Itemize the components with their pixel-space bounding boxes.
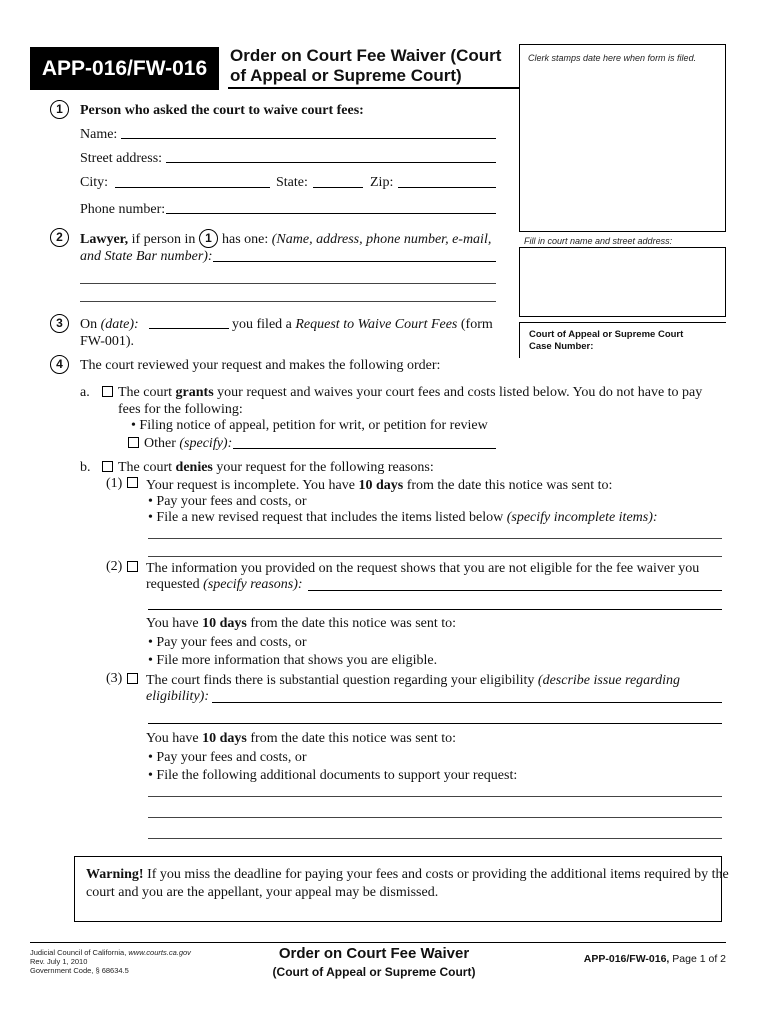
reason3-num: (3) bbox=[106, 671, 123, 686]
case-label-line1: Court of Appeal or Supreme Court bbox=[529, 329, 684, 340]
reason3-have-text: You have bbox=[146, 731, 199, 746]
reason1-text-a: Your request is incomplete. You have bbox=[146, 478, 355, 493]
deny-bold: denies bbox=[175, 460, 213, 475]
grant-letter: a. bbox=[80, 385, 90, 400]
deny-line1 bbox=[118, 459, 434, 476]
zip-field[interactable] bbox=[398, 187, 496, 188]
state-label: State: bbox=[276, 175, 308, 190]
reason2-field-1[interactable] bbox=[308, 590, 722, 591]
reason3-ital-a: (describe issue regarding bbox=[537, 673, 680, 688]
reason2-have bbox=[146, 615, 456, 632]
on-text: On bbox=[80, 317, 98, 332]
lawyer-ital-a: (Name, address, phone number, e-mail, bbox=[271, 232, 492, 247]
bullet-icon: • bbox=[148, 653, 153, 668]
grant-pre: The court bbox=[118, 385, 173, 400]
reason2-checkbox[interactable] bbox=[127, 561, 138, 572]
reason2-bullet1-text: Pay your fees and costs, or bbox=[156, 635, 307, 650]
item-number-2: 2 bbox=[50, 228, 69, 247]
footer-form-id: APP-016/FW-016, bbox=[583, 953, 670, 965]
reason3-have bbox=[146, 730, 456, 747]
reason3-bullet2 bbox=[148, 767, 517, 784]
reason1-line1 bbox=[146, 477, 612, 494]
item-number-4: 4 bbox=[50, 355, 69, 374]
reason3-docs-field-1[interactable] bbox=[148, 796, 722, 797]
reason1-bullet2-text: File a new revised request that includes the items listed below bbox=[156, 510, 504, 525]
lawyer-field-2[interactable] bbox=[80, 283, 496, 284]
section4-intro: The court reviewed your request and makes the following order: bbox=[80, 358, 441, 373]
lawyer-bold: Lawyer, bbox=[80, 232, 129, 247]
reason1-bullet2-ital: (specify incomplete items): bbox=[506, 510, 658, 525]
section2-line1b bbox=[222, 231, 491, 248]
warning-box bbox=[74, 856, 729, 922]
reason3-bullet1-text: Pay your fees and costs, or bbox=[156, 750, 307, 765]
street-label: Street address: bbox=[80, 151, 163, 166]
footer-title1: Order on Court Fee Waiver bbox=[278, 945, 470, 962]
deny-pre: The court bbox=[118, 460, 173, 475]
grant-bullet1-text: Filing notice of appeal, petition for writ, or petition for review bbox=[139, 418, 488, 433]
reason2-field-2[interactable] bbox=[148, 609, 722, 610]
other-specify: (specify): bbox=[179, 436, 233, 451]
grant-checkbox[interactable] bbox=[102, 386, 113, 397]
reason3-have-post: from the date this notice was sent to: bbox=[250, 731, 457, 746]
clerk-stamp-box[interactable] bbox=[519, 44, 726, 232]
item-number-1: 1 bbox=[50, 100, 69, 119]
street-field[interactable] bbox=[166, 162, 496, 163]
reason3-days: 10 days bbox=[202, 731, 247, 746]
reason3-docs-field-2[interactable] bbox=[148, 817, 722, 818]
clerk-stamp-note: Clerk stamps date here when form is filed. bbox=[528, 53, 697, 63]
title-rule bbox=[228, 87, 520, 89]
request-ital: Request to Waive Court Fees bbox=[295, 317, 458, 332]
footer-page bbox=[560, 953, 726, 966]
deny-checkbox[interactable] bbox=[102, 461, 113, 472]
warning-bold: Warning! bbox=[86, 867, 144, 882]
footer-page-num: Page 1 of 2 bbox=[672, 953, 726, 965]
city-field[interactable] bbox=[115, 187, 270, 188]
reason2-days: 10 days bbox=[202, 616, 247, 631]
reason1-text-b: from the date this notice was sent to: bbox=[406, 478, 613, 493]
other-checkbox[interactable] bbox=[128, 437, 139, 448]
other-label bbox=[144, 435, 232, 452]
reason2-have-post: from the date this notice was sent to: bbox=[250, 616, 457, 631]
bullet-icon: • bbox=[148, 494, 153, 509]
grant-line2: fees for the following: bbox=[118, 402, 243, 417]
footer-council bbox=[30, 948, 191, 957]
section2-line1 bbox=[80, 231, 195, 248]
reason1-checkbox[interactable] bbox=[127, 477, 138, 488]
reason2-text-b: requested bbox=[146, 577, 200, 592]
zip-label: Zip: bbox=[370, 175, 394, 190]
reason3-field-1[interactable] bbox=[212, 702, 722, 703]
other-text: Other bbox=[144, 436, 176, 451]
city-label: City: bbox=[80, 175, 109, 190]
form-open-text: (form bbox=[460, 317, 493, 332]
form-ref: FW-001). bbox=[80, 334, 135, 349]
reason3-ital-b: eligibility): bbox=[146, 689, 209, 704]
section3-on bbox=[80, 316, 139, 333]
lawyer-ital-b: and State Bar number): bbox=[80, 249, 213, 264]
bullet-icon: • bbox=[131, 418, 136, 433]
phone-field[interactable] bbox=[166, 213, 496, 214]
grant-line1 bbox=[118, 384, 702, 401]
section3-filed bbox=[232, 316, 493, 333]
name-label: Name: bbox=[80, 127, 118, 142]
reason3-field-2[interactable] bbox=[148, 723, 722, 724]
reason1-days: 10 days bbox=[358, 478, 404, 493]
reason2-have-text: You have bbox=[146, 616, 199, 631]
reason3-bullet1 bbox=[148, 749, 306, 766]
name-field[interactable] bbox=[121, 138, 496, 139]
reason1-bullet1 bbox=[148, 493, 306, 510]
reason1-num: (1) bbox=[106, 476, 123, 491]
item-ref-1: 1 bbox=[199, 229, 218, 248]
reason2-bullet2 bbox=[148, 652, 437, 669]
item-number-3: 3 bbox=[50, 314, 69, 333]
deny-letter: b. bbox=[80, 460, 91, 475]
reason1-bullet2 bbox=[148, 509, 658, 526]
deny-post: your request for the following reasons: bbox=[216, 460, 434, 475]
warning-line1 bbox=[86, 866, 729, 883]
footer-site[interactable]: www.courts.ca.gov bbox=[128, 948, 191, 957]
case-number-box[interactable] bbox=[519, 322, 726, 358]
phone-label: Phone number: bbox=[80, 202, 166, 217]
state-field[interactable] bbox=[313, 187, 363, 188]
grant-post: your request and waives your court fees and costs listed below. You do not have to pay bbox=[217, 385, 703, 400]
footer-rule bbox=[30, 942, 726, 943]
lawyer-field-3[interactable] bbox=[80, 301, 496, 302]
reason3-text-a: The court finds there is substantial question regarding your eligibility bbox=[146, 673, 535, 688]
section1-heading: Person who asked the court to waive court fees: bbox=[80, 103, 364, 118]
court-name-box[interactable] bbox=[519, 247, 726, 317]
bullet-icon: • bbox=[148, 635, 153, 650]
bullet-icon: • bbox=[148, 750, 153, 765]
case-label-line2: Case Number: bbox=[529, 341, 594, 352]
reason2-bullet1 bbox=[148, 634, 306, 651]
footer-council-text: Judicial Council of California, bbox=[30, 948, 127, 957]
other-specify-field[interactable] bbox=[233, 448, 496, 449]
date-ital: (date): bbox=[100, 317, 139, 332]
footer-rev: Rev. July 1, 2010 bbox=[30, 957, 88, 966]
lawyer-text-a: if person in bbox=[131, 232, 196, 247]
grant-bold: grants bbox=[175, 385, 214, 400]
reason2-ital: (specify reasons): bbox=[203, 577, 303, 592]
form-id-badge: APP-016/FW-016 bbox=[30, 47, 219, 90]
reason1-bullet1-text: Pay your fees and costs, or bbox=[156, 494, 307, 509]
footer-title2: (Court of Appeal or Supreme Court) bbox=[272, 965, 476, 979]
form-title-line1: Order on Court Fee Waiver (Court bbox=[230, 46, 502, 65]
warning-line2: court and you are the appellant, your appeal may be dismissed. bbox=[86, 885, 439, 900]
reason3-docs-field-3[interactable] bbox=[148, 838, 722, 839]
reason1-field-1[interactable] bbox=[148, 538, 722, 539]
bullet-icon: • bbox=[148, 510, 153, 525]
reason2-num: (2) bbox=[106, 559, 123, 574]
reason2-line2 bbox=[146, 576, 303, 593]
footer-code: Government Code, § 68634.5 bbox=[30, 966, 129, 975]
form-title-line2: of Appeal or Supreme Court) bbox=[230, 66, 462, 85]
reason3-bullet2-text: File the following additional documents to support your request: bbox=[156, 768, 518, 783]
filed-date-field[interactable] bbox=[149, 328, 229, 329]
filed-text: you filed a bbox=[232, 317, 292, 332]
reason3-checkbox[interactable] bbox=[127, 673, 138, 684]
reason2-line1: The information you provided on the request shows that you are not eligible for the fee waiver you bbox=[146, 561, 700, 576]
court-name-note: Fill in court name and street address: bbox=[524, 236, 673, 246]
bullet-icon: • bbox=[148, 768, 153, 783]
reason1-field-2[interactable] bbox=[148, 556, 722, 557]
warning-text1: If you miss the deadline for paying your fees and costs or providing the additional items required by the bbox=[147, 867, 729, 882]
reason3-line1 bbox=[146, 672, 680, 689]
reason2-bullet2-text: File more information that shows you are eligible. bbox=[156, 653, 438, 668]
lawyer-text-b: has one: bbox=[222, 232, 269, 247]
grant-bullet1 bbox=[131, 417, 488, 434]
lawyer-field-1[interactable] bbox=[213, 261, 496, 262]
